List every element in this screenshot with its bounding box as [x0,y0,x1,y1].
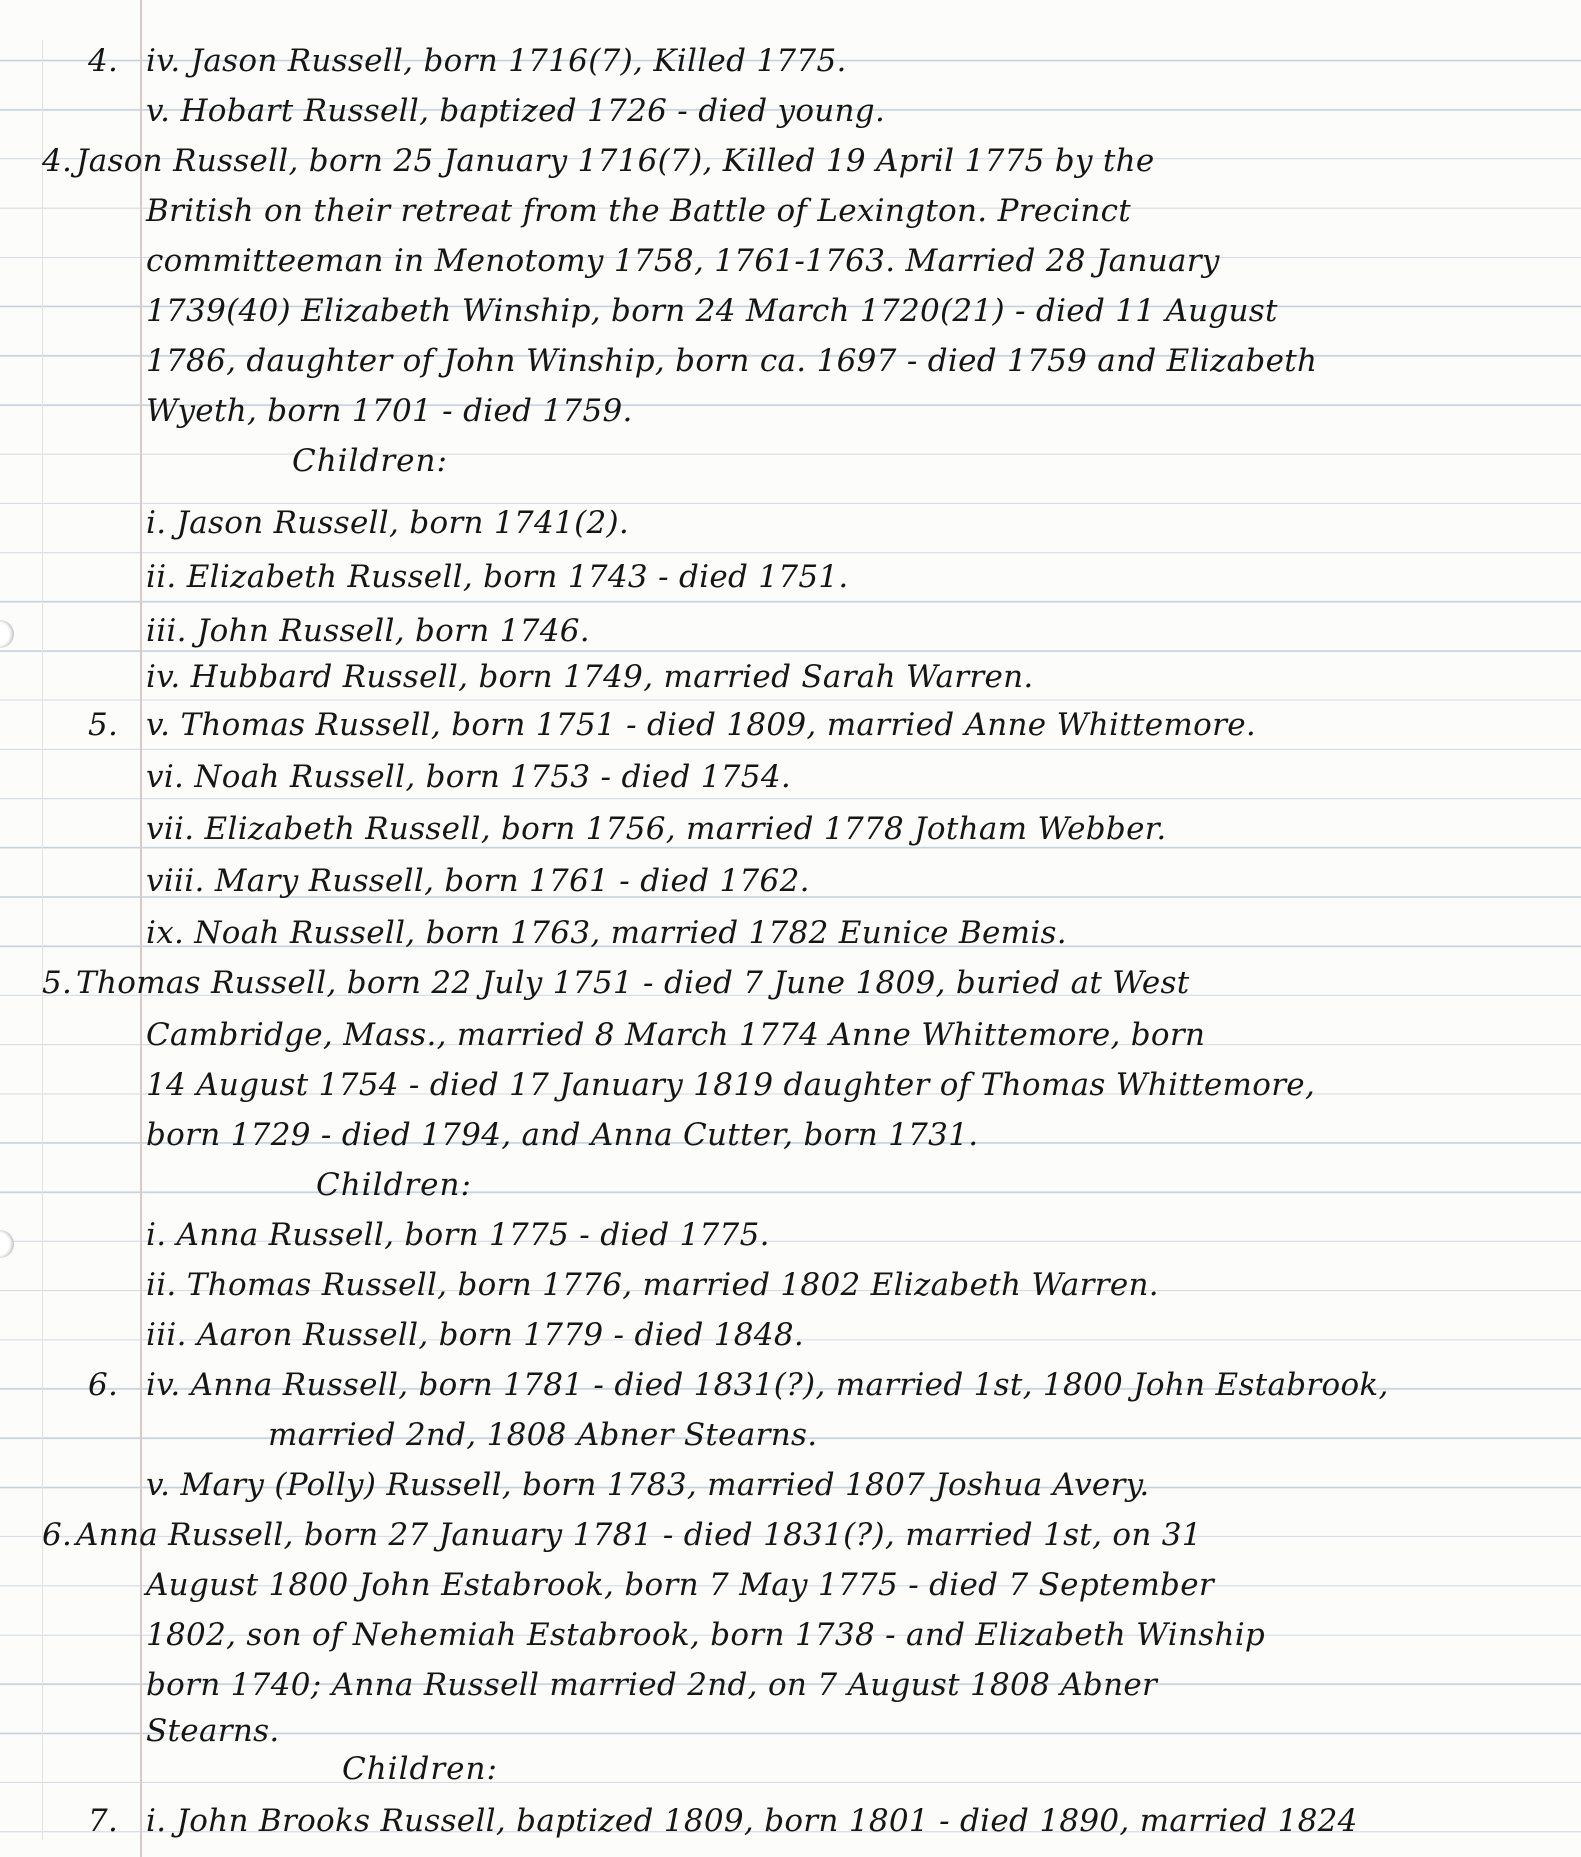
entry-number: 5. [42,965,73,1001]
text-line [0,1410,1581,1460]
text-line [0,336,1581,386]
text-line [0,958,1581,1008]
text-line [0,36,1581,86]
text-line [0,752,1581,802]
children-heading [0,436,1581,486]
line-text: iv. Jason Russell, born 1716(7), Killed 1775. [146,43,847,79]
line-text: Children: [292,443,448,479]
line-text: Children: [342,1751,498,1787]
line-text: British on their retreat from the Battle of Lexington. Precinct [146,193,1132,229]
text-line [0,136,1581,186]
line-text: Anna Russell, born 27 January 1781 - died 1831(?), married 1st, on 31 [76,1517,1202,1553]
entry-number: 7. [88,1803,119,1839]
line-text: married 2nd, 1808 Abner Stearns. [268,1417,818,1453]
line-text: i. John Brooks Russell, baptized 1809, born 1801 - died 1890, married 1824 [146,1803,1358,1839]
line-text: v. Mary (Polly) Russell, born 1783, married 1807 Joshua Avery. [146,1467,1150,1503]
entry-number: 6. [88,1367,119,1403]
line-text: i. Jason Russell, born 1741(2). [146,505,630,541]
text-line [0,1460,1581,1510]
text-line [0,804,1581,854]
line-text: born 1740; Anna Russell married 2nd, on 7 August 1808 Abner [146,1667,1158,1703]
line-text: iii. Aaron Russell, born 1779 - died 1848. [146,1317,804,1353]
line-text: born 1729 - died 1794, and Anna Cutter, born 1731. [146,1117,979,1153]
text-line [0,856,1581,906]
text-line [0,1360,1581,1410]
line-text: v. Thomas Russell, born 1751 - died 1809, married Anne Whittemore. [146,707,1256,743]
text-line [0,606,1581,656]
text-line [0,1610,1581,1660]
text-line [0,1510,1581,1560]
line-text: iv. Anna Russell, born 1781 - died 1831(?), married 1st, 1800 John Estabrook, [146,1367,1389,1403]
text-line [0,1210,1581,1260]
line-text: iv. Hubbard Russell, born 1749, married Sarah Warren. [146,659,1034,695]
line-text: iii. John Russell, born 1746. [146,613,590,649]
line-text: v. Hobart Russell, baptized 1726 - died young. [146,93,886,129]
text-line [0,1110,1581,1160]
text-line [0,1660,1581,1710]
line-text: August 1800 John Estabrook, born 7 May 1775 - died 7 September [146,1567,1214,1603]
text-line [0,1010,1581,1060]
text-line [0,286,1581,336]
line-text: committeeman in Menotomy 1758, 1761-1763. Married 28 January [146,243,1220,279]
entry-number: 6. [42,1517,73,1553]
children-heading [0,1744,1581,1794]
text-line [0,1310,1581,1360]
text-line [0,186,1581,236]
line-text: Children: [316,1167,472,1203]
text-line [0,498,1581,548]
line-text: ix. Noah Russell, born 1763, married 1782 Eunice Bemis. [146,915,1067,951]
line-text: 14 August 1754 - died 17 January 1819 daughter of Thomas Whittemore, [146,1067,1316,1103]
text-line [0,386,1581,436]
entry-number: 5. [88,707,119,743]
text-line [0,652,1581,702]
text-line [0,86,1581,136]
entry-number: 4. [42,143,73,179]
line-text: ii. Elizabeth Russell, born 1743 - died 1751. [146,559,849,595]
line-text: Wyeth, born 1701 - died 1759. [146,393,633,429]
text-line [0,1796,1581,1846]
line-text: 1786, daughter of John Winship, born ca. 1697 - died 1759 and Elizabeth [146,343,1318,379]
text-line [0,236,1581,286]
line-text: Thomas Russell, born 22 July 1751 - died 7 June 1809, buried at West [76,965,1190,1001]
text-line [0,1560,1581,1610]
line-text: Jason Russell, born 25 January 1716(7), Killed 19 April 1775 by the [76,143,1155,179]
line-text: 1802, son of Nehemiah Estabrook, born 1738 - and Elizabeth Winship [146,1617,1266,1653]
line-text: i. Anna Russell, born 1775 - died 1775. [146,1217,770,1253]
line-text: Stearns. [146,1713,280,1749]
line-text: 1739(40) Elizabeth Winship, born 24 March 1720(21) - died 11 August [146,293,1278,329]
entry-number: 4. [88,43,119,79]
line-text: Cambridge, Mass., married 8 March 1774 Anne Whittemore, born [146,1017,1206,1053]
line-text: ii. Thomas Russell, born 1776, married 1802 Elizabeth Warren. [146,1267,1159,1303]
line-text: vii. Elizabeth Russell, born 1756, married 1778 Jotham Webber. [146,811,1167,847]
text-line [0,552,1581,602]
line-text: vi. Noah Russell, born 1753 - died 1754. [146,759,792,795]
text-line [0,1060,1581,1110]
line-text: viii. Mary Russell, born 1761 - died 1762. [146,863,810,899]
children-heading [0,1160,1581,1210]
text-line [0,1260,1581,1310]
text-line [0,700,1581,750]
text-line [0,908,1581,958]
